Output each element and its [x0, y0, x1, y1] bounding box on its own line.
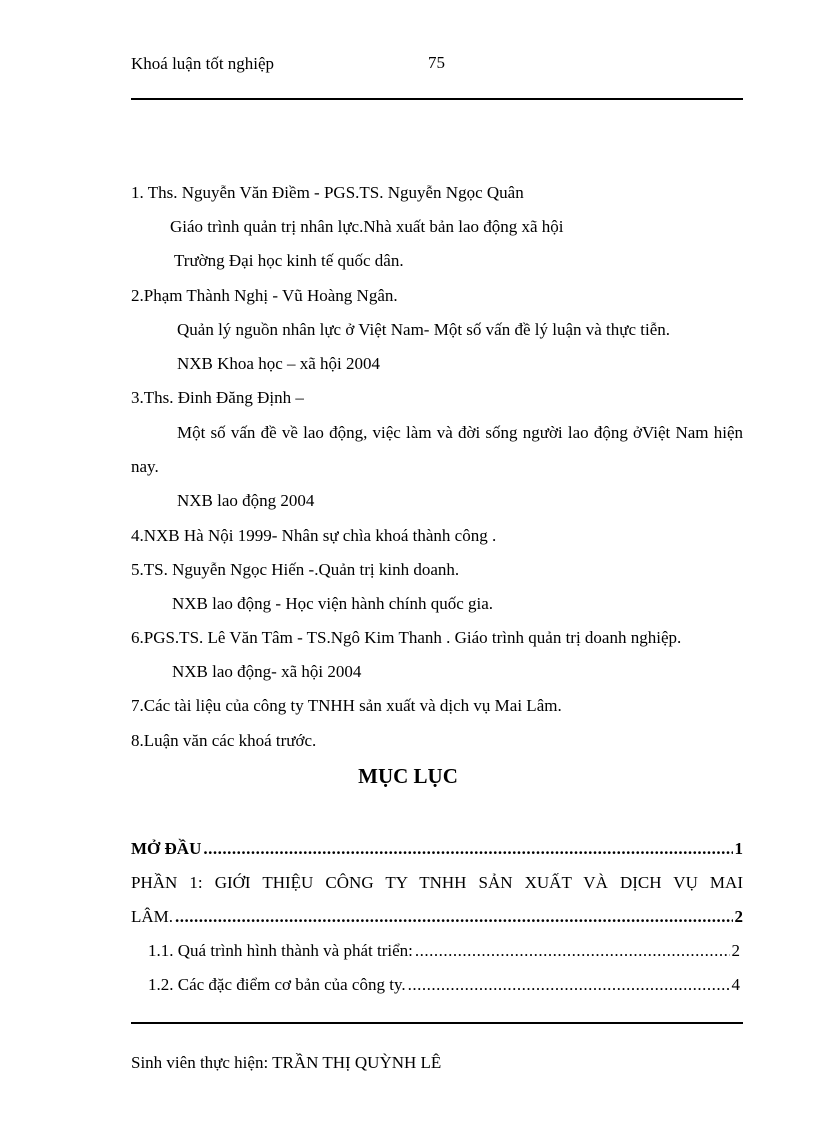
header-rule: [131, 98, 743, 100]
toc-entry[interactable]: [148, 975, 740, 995]
toc-leader-dots: [175, 907, 732, 927]
footer-author: Sinh viên thực hiện: TRẦN THỊ QUỲNH LÊ: [131, 1053, 442, 1072]
toc-leader-dots: [203, 839, 732, 859]
toc-leader-dots: [408, 975, 730, 995]
page-number: 75: [428, 53, 445, 72]
toc-entry[interactable]: [131, 907, 743, 927]
toc-entry[interactable]: [131, 839, 743, 859]
toc-entry-page: 2: [734, 907, 743, 926]
reference-author: 5.TS. Nguyễn Ngọc Hiến -.Quản trị kinh doanh.: [131, 560, 460, 579]
reference-publisher: NXB Khoa học – xã hội 2004: [177, 354, 381, 373]
reference-item: 7.Các tài liệu của công ty TNHH sản xuất và dịch vụ Mai Lâm.: [131, 696, 562, 715]
reference-publisher: NXB lao động- xã hội 2004: [172, 662, 362, 681]
toc-entry-label[interactable]: PHẦN 1: GIỚI THIỆU CÔNG TY TNHH SẢN XUẤT VÀ DỊCH VỤ MAI: [131, 873, 743, 892]
reference-title: Một số vấn đề về lao động, việc làm và đời sống người lao động ởViệt Nam hiện nay.: [131, 423, 743, 476]
toc-entry-label: 1.1. Quá trình hình thành và phát triển:: [148, 941, 413, 960]
reference-publisher: NXB lao động - Học viện hành chính quốc gia.: [172, 594, 494, 613]
reference-author: 2.Phạm Thành Nghị - Vũ Hoàng Ngân.: [131, 286, 398, 305]
reference-publisher: NXB lao động 2004: [177, 491, 315, 510]
header-title: Khoá luận tốt nghiệp: [131, 54, 275, 73]
reference-item: 8.Luận văn các khoá trước.: [131, 731, 317, 750]
reference-author: 1. Ths. Nguyễn Văn Điềm - PGS.TS. Nguyễn Ngọc Quân: [131, 183, 524, 202]
toc-entry-label: LÂM.: [131, 907, 174, 926]
toc-entry-page: 4: [731, 975, 740, 994]
reference-item: 4.NXB Hà Nội 1999- Nhân sự chìa khoá thành công .: [131, 526, 497, 545]
toc-title: MỤC LỤC: [358, 764, 458, 788]
reference-publisher: Trường Đại học kinh tế quốc dân.: [174, 251, 404, 270]
reference-author: 3.Ths. Đinh Đăng Định –: [131, 388, 304, 407]
toc-entry-page: 2: [731, 941, 740, 960]
reference-author: 6.PGS.TS. Lê Văn Tâm - TS.Ngô Kim Thanh . Giáo trình quản trị doanh nghiệp.: [131, 628, 682, 647]
toc-entry-label: MỞ ĐẦU: [131, 839, 202, 858]
reference-title: Quản lý nguồn nhân lực ở Việt Nam- Một số vấn đề lý luận và thực tiễn.: [177, 320, 671, 339]
toc-entry-label: 1.2. Các đặc điểm cơ bản của công ty.: [148, 975, 406, 994]
footer-rule: [131, 1022, 743, 1024]
reference-title: Giáo trình quản trị nhân lực.Nhà xuất bản lao động xã hội: [170, 217, 564, 236]
toc-leader-dots: [415, 941, 730, 961]
toc-entry[interactable]: [148, 941, 740, 961]
toc-entry-page: 1: [734, 839, 743, 858]
